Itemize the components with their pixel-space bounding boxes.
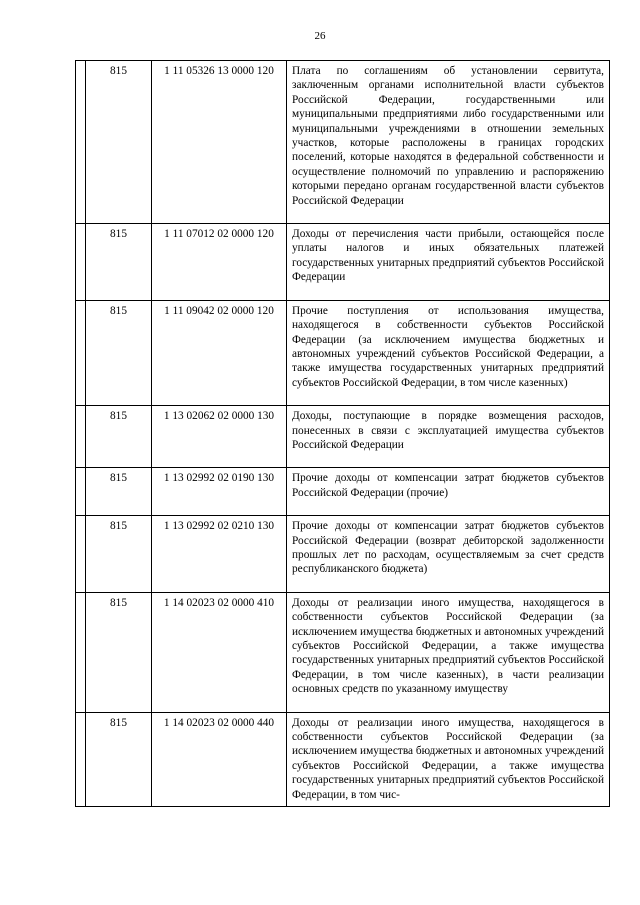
table-row (76, 300, 610, 405)
revenue-description-cell: Доходы от реализации иного имущества, находящегося в собственности субъектов Российской Федерации (за исключением имущества бюджетных и автономных учреждений субъектов Российской Федерации, а также имущества государственных унитарных предприятий субъектов Российской Федерации, в том числе казенных), в части реализации основных средств по указанному имуществу (287, 592, 610, 712)
revenue-description-cell: Доходы от перечисления части прибыли, остающейся после уплаты налогов и иных обязательных платежей государственных унитарных предприятий субъектов Российской Федерации (287, 224, 610, 301)
revenue-description-cell: Доходы от реализации иного имущества, находящегося в собственности субъектов Российской Федерации (за исключением имущества бюджетных и автономных учреждений субъектов Российской Федерации, а также имущества государственных унитарных предприятий субъектов Российской Федерации, в том чис- (287, 712, 610, 806)
revenue-description-cell: Прочие поступления от использования имущества, находящегося в собственности субъектов Российской Федерации (за исключением имущества бюджетных и автономных учреждений субъектов Российской Федерации, а также имущества государственных унитарных предприятий субъектов Российской Федерации, в том числе казенных) (287, 300, 610, 405)
admin-code-cell: 815 (86, 516, 152, 593)
admin-code-cell: 815 (86, 406, 152, 468)
table-row (76, 712, 610, 806)
table-row (76, 61, 610, 224)
revenue-code-cell: 1 14 02023 02 0000 410 (152, 592, 287, 712)
revenue-code-cell: 1 13 02062 02 0000 130 (152, 406, 287, 468)
table-row (76, 516, 610, 593)
page-number: 26 (314, 30, 326, 42)
admin-code-cell: 815 (86, 224, 152, 301)
blank-cell (76, 300, 86, 405)
table-row (76, 224, 610, 301)
admin-code-cell: 815 (86, 468, 152, 516)
revenue-code-cell: 1 13 02992 02 0190 130 (152, 468, 287, 516)
table-row (76, 406, 610, 468)
revenue-description-cell: Плата по соглашениям об установлении сервитута, заключенным органами исполнительной власти субъектов Российской Федерации, государственными или муниципальными предприятиями либо государственными или муниципальными учреждениями в отношении земельных участков, которые расположены в границах городских поселений, которые находятся в федеральной собственности и осуществление полномочий по управлению и распоряжению которыми передано органам государственной власти субъектов Российской Федерации (287, 61, 610, 224)
admin-code-cell: 815 (86, 592, 152, 712)
admin-code-cell: 815 (86, 300, 152, 405)
blank-cell (76, 224, 86, 301)
blank-cell (76, 712, 86, 806)
admin-code-cell: 815 (86, 61, 152, 224)
revenue-code-cell: 1 14 02023 02 0000 440 (152, 712, 287, 806)
admin-code-cell: 815 (86, 712, 152, 806)
revenue-description-cell: Прочие доходы от компенсации затрат бюджетов субъектов Российской Федерации (возврат дебиторской задолженности прошлых лет по расходам, осуществляемым за счет средств республиканского бюджета) (287, 516, 610, 593)
revenue-code-cell: 1 13 02992 02 0210 130 (152, 516, 287, 593)
blank-cell (76, 406, 86, 468)
revenue-code-cell: 1 11 09042 02 0000 120 (152, 300, 287, 405)
revenue-code-cell: 1 11 05326 13 0000 120 (152, 61, 287, 224)
blank-cell (76, 61, 86, 224)
table-row (76, 592, 610, 712)
revenue-description-cell: Прочие доходы от компенсации затрат бюджетов субъектов Российской Федерации (прочие) (287, 468, 610, 516)
blank-cell (76, 516, 86, 593)
revenue-codes-table (75, 60, 610, 807)
blank-cell (76, 592, 86, 712)
revenue-code-cell: 1 11 07012 02 0000 120 (152, 224, 287, 301)
table-row (76, 468, 610, 516)
blank-cell (76, 468, 86, 516)
revenue-description-cell: Доходы, поступающие в порядке возмещения расходов, понесенных в связи с эксплуатацией имущества субъектов Российской Федерации (287, 406, 610, 468)
